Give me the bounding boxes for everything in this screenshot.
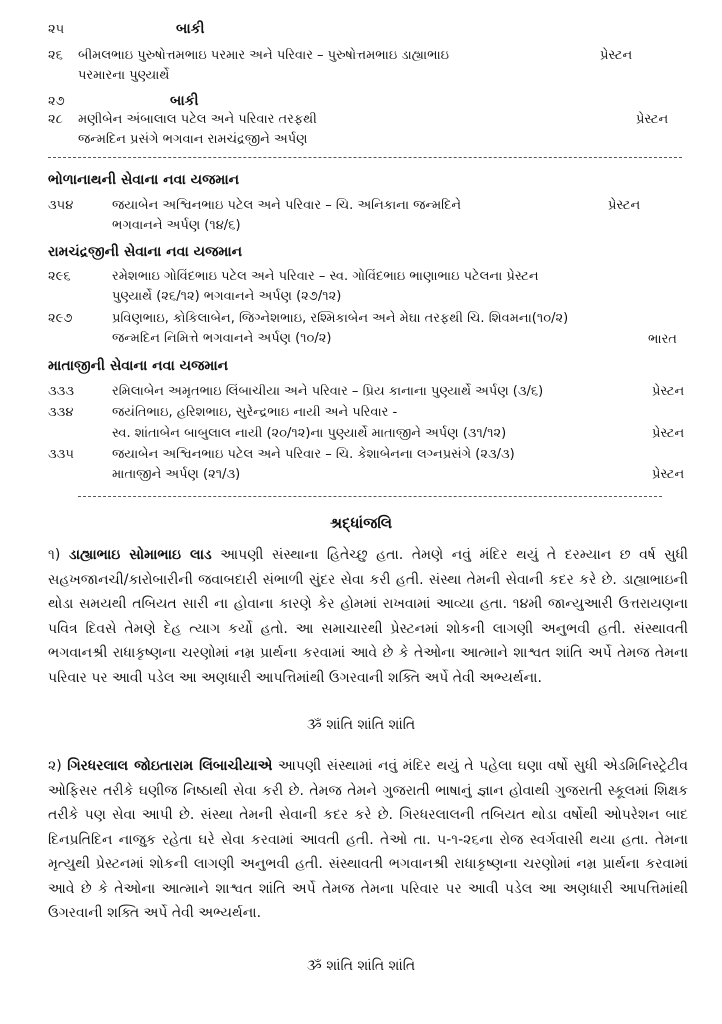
entry-location: પ્રેસ્ટન (652, 426, 685, 441)
entry-location: પ્રેસ્ટન (636, 112, 669, 127)
paragraph-body: આપણી સંસ્થાના હિતેચ્છુ હતા. તેમણે નવું મંદિર થયું તે દરમ્યાન છ વર્ષ સુધી સહખજાનચી/કારોબારીની જવાબદારી સંભાળી સુંદર સેવા કરી હતી. સંસ્થા તેમની સેવાની કદર કરે છે. ડાહ્યાભાઇની થોડા સમયથી તબિયત સારી ના હોવાના કારણે કેર હોમમાં રાખવામાં આવ્યા હતા. ૧૪મી જાન્યુઆરી ઉત્તરાયણના પવિત્ર દિવસે તેમણે દેહ ત્યાગ કર્યો હતો. આ સમાચારથી પ્રેસ્ટનમાં શોકની લાગણી અનુભવી હતી. સંસ્થાવતી ભગવાનશ્રી રાધાકૃષ્ણના ચરણોમાં નમ્ર પ્રાર્થના કરવામાં આવે છે કે તેઓના આત્માને શાશ્વત શાંતિ અર્પે તેમજ તેમના પરિવાર પર આવી પડેલ આ અણધારી આપત્તિમાંથી ઉગરવાની શક્તિ અર્પે તેવી અભ્યર્થના. (48, 547, 689, 686)
om-shanti-line: ૐ શાંતિ શાંતિ શાંતિ (306, 717, 416, 733)
entry-text-continued: માતાજીને અર્પણ (૨૧/૩) (112, 467, 241, 482)
entry-number: ૨૯૬ (48, 269, 71, 284)
entry-text: રમિલાબેન અમૃતભાઇ લિંબાચીયા અને પરિવાર – પ્રિય કાનાના પુણ્યાર્થે અર્પણ (૩/૬) (112, 384, 544, 399)
entry-text: બાકી (170, 93, 199, 109)
entry-text: મણીબેન અંબાલાલ પટેલ અને પરિવાર તરફથી (78, 112, 317, 127)
entry-location: પ્રેસ્ટન (652, 467, 685, 482)
entry-number: ૨૮ (48, 112, 63, 127)
entry-number: ૩૫૪ (48, 198, 74, 213)
entry-text: પ્રવિણભાઇ, કોકિલાબેન, જિગ્નેશભાઇ, રશ્મિકાબેન અને મેઘા તરફથી ચિ. શિવમના(૧૦/૨) (112, 311, 569, 326)
entry-number: ૨૭ (48, 94, 65, 109)
entry-text: રમેશભાઇ ગોવિંદભાઇ પટેલ અને પરિવાર – સ્વ. ગોવિંદભાઇ ભાણાભાઇ પટેલના પ્રેસ્ટન (112, 269, 539, 284)
entry-number: ૨૯૭ (48, 311, 73, 326)
entry-text-continued: પુણ્યાર્થે (૨૬/૧૨) ભગવાનને અર્પણ (૨૭/૧૨) (112, 289, 342, 304)
entry-text-continued: સ્વ. શાંતાબેન બાબુલાલ નાયી (૨૦/૧૨)ના પુણ્યાર્થે માતાજીને અર્પણ (૩૧/૧૨) (112, 426, 507, 441)
entry-number: ૨૫ (48, 22, 65, 37)
entry-location: ભારત (648, 332, 677, 347)
paragraph-number: ૨) (48, 758, 62, 774)
person-name: ડાહ્યાભાઇ સોમાભાઇ લાડ (68, 547, 212, 563)
entry-number: ૩૩૫ (48, 447, 74, 462)
person-name: ગિરધરલાલ જોઇતારામ લિંબાચીયાએ (67, 758, 273, 774)
entry-text-continued: જન્મદિન નિમિત્તે ભગવાનને અર્પણ (૧૦/૨) (112, 331, 332, 346)
entry-location: પ્રેસ્ટન (652, 384, 685, 399)
section-heading: ભોળાનાથની સેવાના નવા યજમાન (48, 172, 240, 188)
paragraph-number: ૧) (48, 547, 61, 563)
entry-number: ૩૩૪ (48, 405, 74, 420)
paragraph-body: આપણી સંસ્થામાં નવું મંદિર થયું તે પહેલા ઘણા વર્ષો સુધી એડમિનિસ્ટ્રેટીવ ઓફિસર તરીકે ઘણીજ નિષ્ઠાથી સેવા કરી છે. તેમજ તેમને ગુજરાતી ભાષાનું જ્ઞાન હોવાથી ગુજરાતી સ્કૂલમાં શિક્ષક તરીકે પણ સેવા આપી છે. સંસ્થા તેમની સેવાની કદર કરે છે. ગિરધરલાલની તબિયત થોડા વર્ષોથી ઓપરેશન બાદ દિનપ્રતિદિન નાજુક રહેતા ઘરે સેવા કરવામાં આવતી હતી. તેઓ તા. ૫-૧-૨૬ના રોજ સ્વર્ગવાસી થયા હતા. તેમના મૃત્યુથી પ્રેસ્ટનમાં શોકની લાગણી અનુભવી હતી. સંસ્થાવતી ભગવાનશ્રી રાધાકૃષ્ણના ચરણોમાં નમ્ર પ્રાર્થના કરવામાં આવે છે કે તેઓના આત્માને શાશ્વત શાંતિ અર્પે તેમજ તેમના પરિવાર પર આવી પડેલ આ અણધારી આપત્તિમાંથી ઉગરવાની શક્તિ અર્પે તેવી અભ્યર્થના. (48, 758, 688, 921)
om-shanti-line: ૐ શાંતિ શાંતિ શાંતિ (306, 958, 416, 974)
divider (78, 496, 662, 497)
entry-number: ૩૩૩ (48, 384, 74, 399)
section-heading: માતાજીની સેવાના નવા યજમાન (48, 358, 229, 374)
entry-text: જયાબેન અશ્વિનભાઇ પટેલ અને પરિવાર – ચિ. કેશાબેનના લગ્નપ્રસંગે (૨૩/૩) (112, 447, 515, 462)
tribute-paragraph (48, 754, 688, 926)
tribute-title: શ્રદ્ધાંજલિ (329, 514, 393, 532)
section-heading: રામચંદ્રજીની સેવાના નવા યજમાન (48, 244, 243, 260)
entry-text: જયાબેન અશ્વિનભાઇ પટેલ અને પરિવાર – ચિ. અનિકાના જન્મદિને (112, 198, 462, 213)
divider (48, 157, 682, 158)
entry-text-continued: જન્મદિન પ્રસંગે ભગવાન રામચંદ્રજીને અર્પણ (78, 132, 308, 147)
entry-location: પ્રેસ્ટન (600, 48, 633, 63)
entry-text-continued: ભગવાનને અર્પણ (૧૪/૬) (112, 218, 241, 233)
entry-text: બાકી (176, 21, 205, 37)
tribute-paragraph (48, 543, 688, 690)
entry-text: બીમલભાઇ પુરુષોત્તમભાઇ પરમાર અને પરિવાર – પુરુષોત્તમભાઇ ડાહ્યાભાઇ (78, 48, 450, 63)
entry-number: ૨૬ (48, 48, 63, 63)
entry-text: જયંતિભાઇ, હરિશભાઇ, સુરેન્દ્રભાઇ નાયી અને પરિવાર - (112, 405, 398, 420)
entry-location: પ્રેસ્ટન (608, 198, 641, 213)
entry-text-continued: પરમારના પુણ્યાર્થે (78, 68, 170, 83)
